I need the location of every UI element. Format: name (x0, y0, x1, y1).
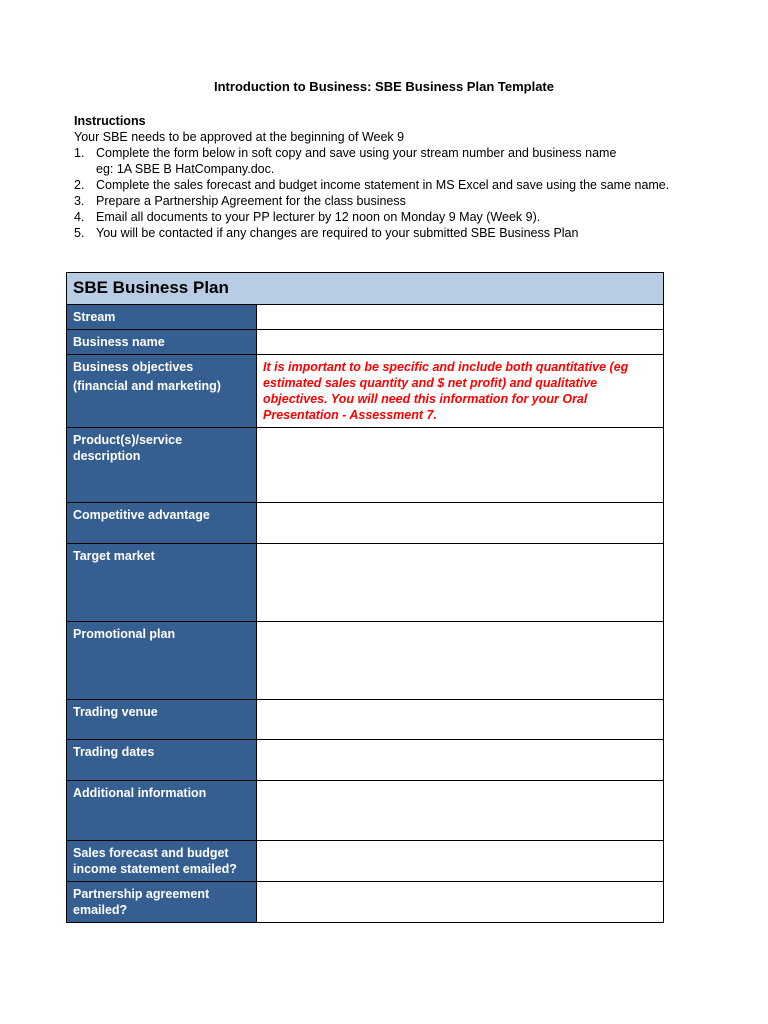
form-heading: SBE Business Plan (67, 273, 664, 305)
step-number: 5. (74, 226, 85, 240)
step-text: Prepare a Partnership Agreement for the class business (96, 194, 406, 208)
form-row-partnership-agreement-emailed (67, 882, 664, 923)
product-description-label: Product(s)/service description (67, 428, 257, 503)
additional-information-field[interactable] (257, 781, 664, 841)
trading-venue-field[interactable] (257, 700, 664, 740)
form-row-sales-forecast-emailed (67, 841, 664, 882)
instruction-step (74, 209, 669, 225)
business-name-field[interactable] (257, 330, 664, 355)
competitive-advantage-field[interactable] (257, 503, 664, 544)
trading-dates-field[interactable] (257, 740, 664, 781)
form-row-competitive-advantage (67, 503, 664, 544)
form-row-target-market (67, 544, 664, 622)
business-objectives-label (67, 355, 257, 428)
step-number: 2. (74, 178, 85, 192)
step-number: 4. (74, 210, 85, 224)
instruction-step (74, 225, 669, 241)
form-row-product-description (67, 428, 664, 503)
sales-forecast-emailed-field[interactable] (257, 841, 664, 882)
product-description-field[interactable] (257, 428, 664, 503)
step-example: eg: 1A SBE B HatCompany.doc. (96, 162, 275, 176)
instruction-step (74, 193, 669, 209)
instruction-step (74, 145, 669, 177)
stream-label: Stream (67, 305, 257, 330)
business-objectives-field[interactable]: It is important to be specific and include both quantitative (eg estimated sales quantity and $ net profit) and qualitative objectives. You will need this information for your Oral Presentation - Assessment 7. (257, 355, 664, 428)
form-row-trading-venue (67, 700, 664, 740)
stream-field[interactable] (257, 305, 664, 330)
step-number: 1. (74, 146, 85, 160)
form-row-trading-dates (67, 740, 664, 781)
business-objectives-label-line2: (financial and marketing) (73, 379, 221, 393)
instructions-steps (74, 145, 669, 241)
instruction-step (74, 177, 669, 193)
business-plan-form (66, 272, 664, 923)
target-market-label: Target market (67, 544, 257, 622)
step-number: 3. (74, 194, 85, 208)
trading-venue-label: Trading venue (67, 700, 257, 740)
competitive-advantage-label: Competitive advantage (67, 503, 257, 544)
partnership-agreement-emailed-label: Partnership agreement emailed? (67, 882, 257, 923)
instructions-intro: Your SBE needs to be approved at the beginning of Week 9 (74, 130, 405, 144)
partnership-agreement-emailed-field[interactable] (257, 882, 664, 923)
form-row-additional-information (67, 781, 664, 841)
step-text: Complete the form below in soft copy and save using your stream number and business name (96, 146, 617, 160)
document-title: Introduction to Business: SBE Business Plan Template (214, 79, 554, 94)
form-row-business-objectives (67, 355, 664, 428)
additional-information-label: Additional information (67, 781, 257, 841)
instructions-heading: Instructions (74, 114, 146, 128)
form-header-row (67, 273, 664, 305)
business-name-label: Business name (67, 330, 257, 355)
form-row-stream (67, 305, 664, 330)
trading-dates-label: Trading dates (67, 740, 257, 781)
step-text: Email all documents to your PP lecturer by 12 noon on Monday 9 May (Week 9). (96, 210, 541, 224)
business-objectives-label-line1: Business objectives (73, 360, 194, 374)
form-row-promotional-plan (67, 622, 664, 700)
target-market-field[interactable] (257, 544, 664, 622)
step-text: Complete the sales forecast and budget income statement in MS Excel and save using the same name. (96, 178, 670, 192)
step-text: You will be contacted if any changes are required to your submitted SBE Business Plan (96, 226, 579, 240)
sales-forecast-emailed-label: Sales forecast and budget income statement emailed? (67, 841, 257, 882)
instructions-section (74, 113, 669, 241)
promotional-plan-label: Promotional plan (67, 622, 257, 700)
form-row-business-name (67, 330, 664, 355)
promotional-plan-field[interactable] (257, 622, 664, 700)
